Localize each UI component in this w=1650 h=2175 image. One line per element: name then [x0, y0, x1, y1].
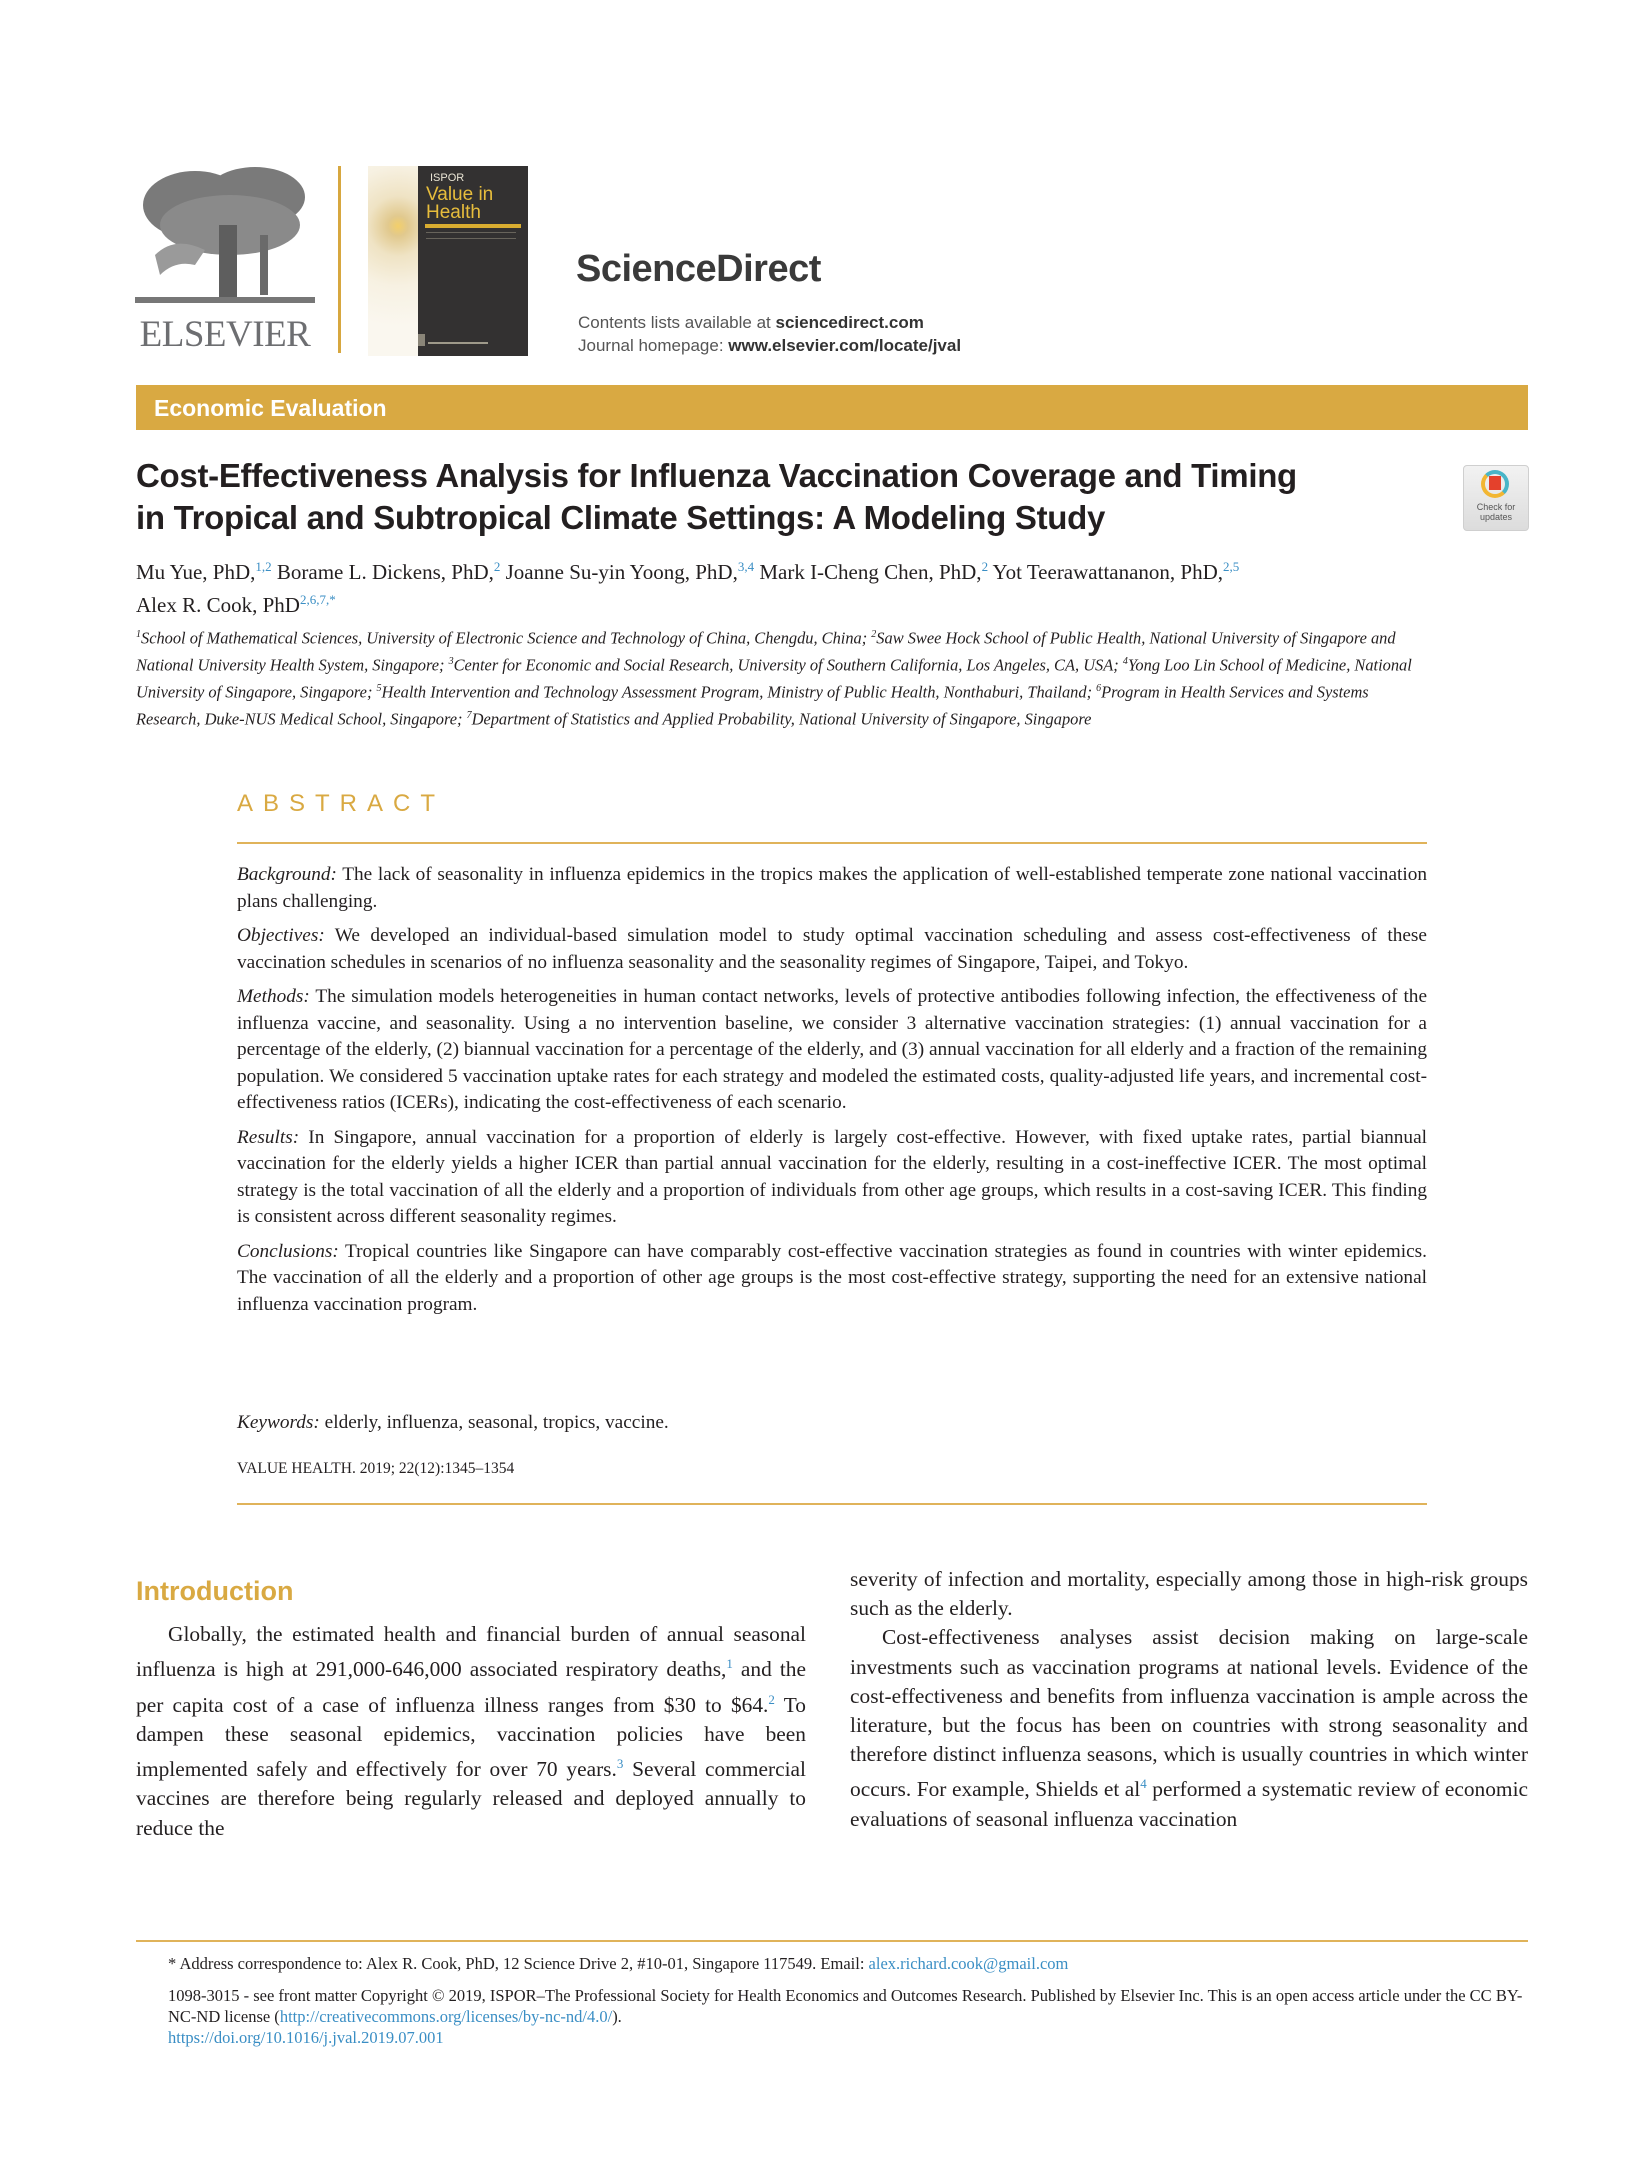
- abstract-section-label: Results:: [237, 1126, 300, 1148]
- abstract-divider-bottom: [237, 1503, 1427, 1505]
- check-updates-label: Check for updates: [1476, 502, 1516, 522]
- author: Alex R. Cook, PhD$^{2,6,7,*}$: [136, 592, 336, 617]
- section-label: Economic Evaluation: [154, 395, 387, 421]
- body-column-left: [136, 1620, 806, 1843]
- author-affiliation-ref[interactable]: 2: [493, 559, 501, 574]
- body-column-right: [850, 1565, 1528, 1834]
- title-line-2: in Tropical and Subtropical Climate Settings: A Modeling Study: [136, 499, 1106, 536]
- reference-link[interactable]: 2: [768, 1691, 775, 1707]
- abstract-results: Results: In Singapore, annual vaccination for a proportion of elderly is largely cost-effective. However, with fixed uptake rates, partial biannual vaccination for the elderly yields a higher ICER than partial annual vaccination for the elderly, resulting in a cost-ineffective ICER. The most optimal strategy is the total vaccination of all the elderly and a proportion of individuals from other age groups, which results in a cost-saving ICER. This finding is consistent across different seasonality regimes.: [237, 1126, 1427, 1227]
- journal-homepage-link[interactable]: www.elsevier.com/locate/jval: [728, 336, 962, 355]
- abstract-section-label: Objectives:: [237, 925, 325, 946]
- affiliation: Department of Statistics and Applied Probability, National University of Singapore, Singapore: [471, 709, 1092, 729]
- footer-divider: [136, 1940, 1528, 1942]
- paragraph: Globally, the estimated health and financial burden of annual seasonal influenza is high at 291,000-646,000 associated respiratory deaths,$^1$ and the per capita cost of a case of influenza illness ranges from $30 to $64.$^2$ To dampen these seasonal epidemics, vaccination policies have been implemented safely and effectively for over 70 years.$^3$ Several commercial vaccines are therefore being regularly released and deployed annually to reduce the: [136, 1622, 806, 1840]
- sciencedirect-link[interactable]: sciencedirect.com: [775, 313, 924, 332]
- abstract-conclusions: Conclusions: Tropical countries like Singapore can have comparably cost-effective vaccination strategies as found in countries with winter epidemics. The vaccination of all the elderly and a proportion of other age groups is the most cost-effective strategy, supporting the need for an extensive national influenza vaccination program.: [237, 1240, 1427, 1315]
- contents-prefix: Contents lists available at: [578, 313, 776, 332]
- author: Mu Yue, PhD,$^{1,2}$: [136, 559, 272, 584]
- title-line-1: Cost-Effectiveness Analysis for Influenza Vaccination Coverage and Timing: [136, 457, 1297, 494]
- abstract-heading: ABSTRACT: [237, 790, 446, 817]
- author-affiliation-ref[interactable]: 2,5: [1223, 559, 1240, 574]
- license-link[interactable]: http://creativecommons.org/licenses/by-nc-nd/4.0/: [279, 2007, 613, 2026]
- elsevier-wordmark: ELSEVIER: [139, 314, 311, 355]
- author-list: [136, 553, 1526, 619]
- section-banner: [136, 385, 1528, 430]
- journal-cover[interactable]: [368, 166, 528, 356]
- paragraph: Cost-effectiveness analyses assist decision making on large-scale investments such as vaccination programs at national levels. Evidence of the cost-effectiveness and benefits from influenza vaccination is ample across the literature, but the focus has been on countries with strong seasonality and therefore distinct influenza seasons, which is usually countries in which winter occurs. For example, Shields et al$^4$ performed a systematic review of economic evaluations of seasonal influenza vaccination: [850, 1625, 1529, 1831]
- citation: VALUE HEALTH. 2019; 22(12):1345–1354: [237, 1460, 515, 1477]
- abstract-divider-top: [237, 842, 1427, 844]
- author-affiliation-ref[interactable]: 2,6,7,*: [299, 592, 336, 607]
- cover-elsevier-mini-icon: [418, 334, 425, 346]
- author: Borame L. Dickens, PhD,$^2$: [276, 559, 501, 584]
- sciencedirect-title[interactable]: ScienceDirect: [576, 248, 821, 290]
- affiliation-number: 3: [448, 655, 454, 667]
- abstract-section-label: Background:: [237, 864, 337, 885]
- reference-link[interactable]: 4: [1140, 1776, 1147, 1792]
- affiliation: Program in Health Services and Systems Research, Duke-NUS Medical School, Singapore;: [136, 682, 1369, 729]
- reference-link[interactable]: 3: [616, 1756, 624, 1772]
- contents-line: [578, 313, 924, 333]
- introduction-heading: Introduction: [136, 1576, 294, 1606]
- cover-journal-title: Value in Health: [426, 184, 494, 223]
- author: Joanne Su-yin Yoong, PhD,$^{3,4}$: [505, 559, 755, 584]
- doi-link[interactable]: https://doi.org/10.1016/j.jval.2019.07.001: [168, 2028, 444, 2047]
- affiliation: Yong Loo Lin School of Medicine, National University of Singapore, Singapore;: [136, 655, 1412, 702]
- affiliation-number: 1: [136, 629, 141, 640]
- cover-footer-line: [428, 342, 488, 344]
- abstract-objectives: Objectives: We developed an individual-based simulation model to study optimal vaccination scheduling and assess cost-effectiveness of these vaccination schedules in scenarios of no influenza seasonality and the seasonality regimes of Singapore, Taipei, and Tokyo.: [237, 925, 1427, 973]
- correspondence-note: * Address correspondence to: Alex R. Cook, PhD, 12 Science Drive 2, #10-01, Singapore 117549. Email: alex.richard.cook@gmail.com: [168, 1954, 1069, 1973]
- elsevier-logo[interactable]: [135, 165, 315, 355]
- author-affiliation-ref[interactable]: 2: [981, 559, 989, 574]
- article-title: [136, 455, 1426, 539]
- keywords: [237, 1412, 1427, 1434]
- abstract-section-label: Methods:: [237, 986, 310, 1007]
- homepage-line: [578, 336, 961, 356]
- affiliation: Health Intervention and Technology Assessment Program, Ministry of Public Health, Nonthaburi, Thailand;: [381, 682, 1097, 702]
- reference-link[interactable]: 1: [726, 1656, 733, 1672]
- bookmark-icon: [1489, 476, 1501, 490]
- author: Mark I-Cheng Chen, PhD,$^2$: [759, 559, 989, 584]
- affiliations: [136, 623, 1436, 731]
- affiliation-number: 2: [871, 629, 877, 640]
- cover-society: ISPOR: [430, 172, 465, 184]
- abstract-body: [237, 862, 1427, 1326]
- abstract-background: Background: The lack of seasonality in influenza epidemics in the tropics makes the application of well-established temperate zone national vaccination plans challenging.: [237, 864, 1427, 912]
- homepage-prefix: Journal homepage:: [578, 336, 729, 355]
- cover-art: [368, 166, 418, 356]
- check-for-updates-button[interactable]: [1463, 465, 1529, 531]
- elsevier-tree-icon: [135, 165, 315, 310]
- author-affiliation-ref[interactable]: 3,4: [737, 559, 755, 574]
- author: Yot Teerawattananon, PhD,$^{2,5}$: [992, 559, 1240, 584]
- affiliation-number: 7: [466, 709, 472, 721]
- affiliation-number: 6: [1096, 682, 1102, 694]
- keywords-list: elderly, influenza, seasonal, tropics, vaccine.: [319, 1412, 669, 1433]
- cover-bar: [425, 224, 521, 228]
- header-divider: [338, 166, 341, 353]
- affiliation: Center for Economic and Social Research, University of Southern California, Los Angeles, CA, USA;: [453, 655, 1123, 675]
- email-link[interactable]: alex.richard.cook@gmail.com: [868, 1954, 1069, 1973]
- keywords-label: Keywords:: [237, 1412, 320, 1433]
- affiliation: Saw Swee Hock School of Public Health, National University of Singapore and National University Health System, Singapore;: [136, 628, 1396, 675]
- affiliation-number: 4: [1122, 655, 1128, 667]
- cover-subtitle-lines: [426, 232, 516, 239]
- affiliation: School of Mathematical Sciences, University of Electronic Science and Technology of China, Chengdu, China;: [141, 628, 872, 648]
- abstract-methods: Methods: The simulation models heterogeneities in human contact networks, levels of protective antibodies following infection, the effectiveness of the influenza vaccine, and seasonality. Using a no intervention baseline, we consider 3 alternative vaccination strategies: (1) annual vaccination for a percentage of the elderly, (2) biannual vaccination for a percentage of the elderly, and (3) annual vaccination for all elderly and a fraction of the remaining population. We considered 5 vaccination uptake rates for each strategy and modeled the estimated costs, quality-adjusted life years, and incremental cost-effectiveness ratios (ICERs), indicating the cost-effectiveness of each scenario.: [237, 986, 1427, 1113]
- paragraph: severity of infection and mortality, especially among those in high-risk groups such as the elderly.: [850, 1567, 1528, 1621]
- author-affiliation-ref[interactable]: 1,2: [255, 559, 272, 574]
- abstract-section-label: Conclusions:: [237, 1240, 339, 1262]
- affiliation-number: 5: [376, 682, 382, 694]
- copyright-note: 1098-3015 - see front matter Copyright © 2019, ISPOR–The Professional Society for Health Economics and Outcomes Research. Published by Elsevier Inc. This is an open access article under the CC BY-NC-ND license (http://creativecommons.org/licenses/by-nc-nd/4.0/). https://doi.org/10.1016/j.jval.2019.07.001: [168, 1986, 1523, 2047]
